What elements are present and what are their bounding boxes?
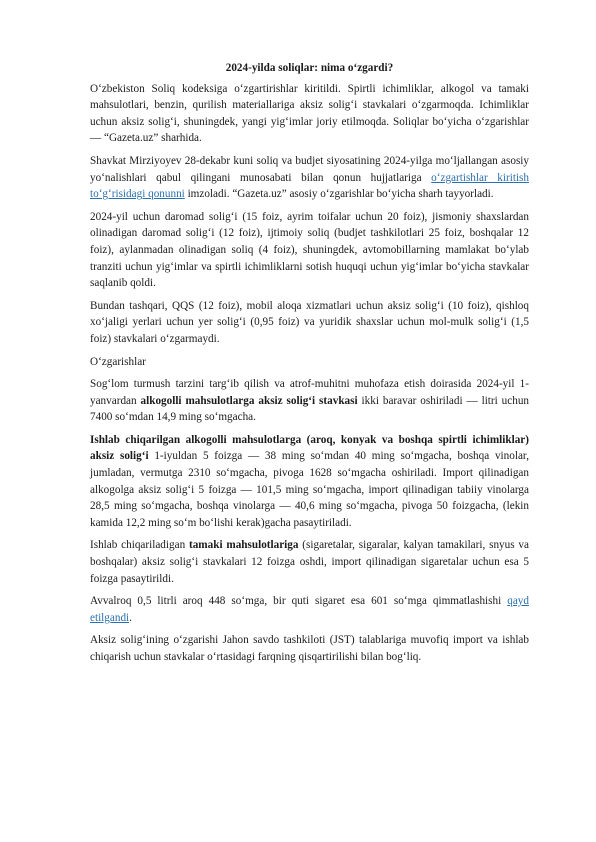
produced-alcohol-bold: Ishlab chiqarilgan alkogolli mahsulotlarga (aroq, konyak va boshqa spirtli ichimliklar) aksiz solig‘i	[90, 433, 529, 463]
intro-paragraph: O‘zbekiston Soliq kodeksiga o‘zgartirishlar kiritildi. Spirtli ichimliklar, alkogol va tamaki mahsulotlari, benzin, qurilish materiallariga aksiz solig‘i stavkalari o‘zgarmoqda. Ichimliklar uchun aksiz solig‘i, shuningdek, yangi yig‘imlar joriy etilmoqda. Soliqlar bo‘yicha o‘zgarishlar — “Gazeta.uz” sharhida.	[90, 82, 529, 145]
changes-heading: O‘zgarishlar	[90, 355, 146, 368]
unchanged-rates-paragraph: 2024-yil uchun daromad solig‘i (15 foiz, ayrim toifalar uchun 20 foiz), jismoniy shaxslardan olinadigan daromad solig‘i (12 foiz), ijtimoiy soliq (budjet tashkilotlari 25 foiz, boshqalar 12 foiz), aylanmadan olinadigan soliq (4 foiz), shuningdek, avtomobillarning mamlakat bo‘ylab tranziti uchun yig‘imlar va spirtli ichimliklarni sotish huquqi uchun yig‘imlar bo‘yicha stavkalar saqlanib qoldi.	[90, 210, 529, 290]
produced-alcohol-text: 1-iyuldan 5 foizga — 38 ming so‘mdan 40 ming so‘mgacha, boshqa vinolar, jumladan, vermutga 2310 so‘mgacha, pivoga 1628 so‘mgacha oshiriladi. Import qilinadigan alkogolga aksiz solig‘i 5 foizga — 101,5 ming so‘mgacha, import qilinadigan tabiiy vinolarga 28,5 ming so‘mgacha, boshqa vinolarga — 40,6 ming so‘mgacha, pivoga 50 foizgacha, (lekin kamida 12,2 ming so‘m bo‘lishi kerak)gacha pasaytiriladi.	[90, 450, 529, 529]
law-text-end: imzoladi. “Gazeta.uz” asosiy o‘zgarishlar bo‘yicha sharh tayyorladi.	[184, 188, 494, 201]
alcohol-paragraph	[90, 376, 529, 426]
price-paragraph	[90, 593, 529, 626]
alcohol-bold: alkogolli mahsulotlarga aksiz solig‘i stavkasi	[140, 394, 358, 407]
tobacco-text-end: (sigaretalar, sigaralar, kalyan tamakilari, snyus va boshqalar) aksiz solig‘i stavkalari 12 foizga oshdi, import qilinadigan sigaretalar uchun esa 5 foizga pasaytirildi.	[90, 539, 529, 585]
alcohol-text-start: Sog‘lom turmush tarzini targ‘ib qilish va atrof-muhitni muhofaza etish doirasida 2024-yil 1-yanvardan	[90, 378, 529, 407]
tobacco-paragraph	[90, 537, 529, 587]
law-text-start: Shavkat Mirziyoyev 28-dekabr kuni soliq va budjet siyosatining 2024-yilga mo‘ljallangan asosiy yo‘nalishlari qabul qilingani munosabati bilan qonun hujjatlariga	[90, 154, 529, 184]
price-text-end: .	[129, 611, 132, 624]
tobacco-bold: tamaki mahsulotlariga	[188, 539, 299, 552]
vat-paragraph: Bundan tashqari, QQS (12 foiz), mobil aloqa xizmatlari uchun aksiz solig‘i (10 foiz), qishloq xo‘jaligi yerlari uchun yer solig‘i (0,95 foiz) va yuridik shaxslar uchun mol-mulk solig‘i (1,5 foiz) stavkalari o‘zgarmaydi.	[90, 299, 529, 345]
law-paragraph	[90, 153, 529, 203]
article-title: 2024-yilda soliqlar: nima o‘zgardi?	[225, 62, 394, 74]
produced-alcohol-paragraph	[90, 432, 529, 532]
noted-link[interactable]: qayd etilgandi	[90, 595, 529, 624]
law-link[interactable]: o‘zgartishlar kiritish to‘g‘risidagi qonunni	[90, 171, 529, 201]
tobacco-text-start: Ishlab chiqariladigan	[90, 539, 189, 552]
price-text-start: Avvalroq 0,5 litrli aroq 448 so‘mga, bir quti sigaret esa 601 so‘mga qimmatlashishi	[90, 595, 508, 608]
document-page	[90, 60, 529, 672]
alcohol-text-end: ikki baravar oshiriladi — litri uchun 7400 so‘mdan 14,9 ming so‘mgacha.	[90, 394, 530, 424]
wto-paragraph: Aksiz solig‘ining o‘zgarishi Jahon savdo tashkiloti (JST) talablariga muvofiq import va ishlab chiqarish uchun stavkalar o‘rtasidagi farqning qisqartirilishi bilan bog‘liq.	[90, 634, 529, 663]
